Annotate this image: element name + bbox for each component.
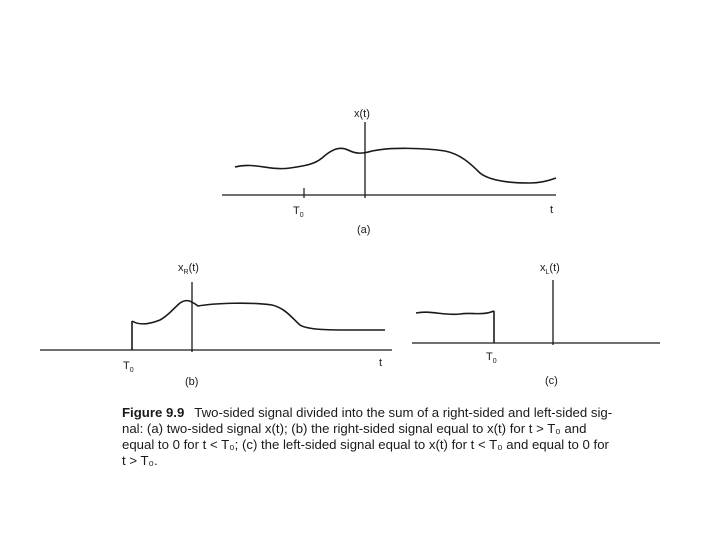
- panel-c-t0-label: $T_0$: [486, 351, 497, 365]
- figure-caption: [122, 405, 682, 469]
- caption-line-3: equal to 0 for t < T₀; (c) the left-sided signal equal to x(t) for t < T₀ and equal to 0 for: [122, 437, 609, 452]
- figure-number: Figure 9.9: [122, 405, 185, 420]
- panel-a-y-label: x(t): [354, 108, 370, 120]
- panel-c-y-label: $x_L(t)$: [540, 262, 560, 276]
- panel-a-panel-label: (a): [357, 224, 371, 236]
- caption-line-1: [122, 405, 682, 421]
- panel-b-t0-label: $T_0$: [123, 360, 134, 374]
- panel-b: [40, 262, 392, 388]
- panel-b-signal-curve: [132, 301, 385, 330]
- panel-a-x-label: t: [550, 204, 554, 216]
- panel-b-y-label: $x_R(t)$: [178, 262, 199, 276]
- panel-c-panel-label: (c): [545, 375, 558, 387]
- panel-a-signal-curve: [235, 148, 556, 183]
- caption-line-2: nal: (a) two-sided signal x(t); (b) the right-sided signal equal to x(t) for t > T₀ and: [122, 421, 587, 436]
- panel-c-signal-curve: [416, 311, 494, 314]
- caption-text-1: Two-sided signal divided into the sum of a right-sided and left-sided sig-: [194, 405, 613, 420]
- panel-b-x-label: t: [379, 357, 383, 369]
- panel-a-t0-label: $T_0$: [293, 205, 304, 219]
- panel-c: [412, 262, 660, 387]
- panel-a: [222, 108, 556, 236]
- panel-b-panel-label: (b): [185, 376, 199, 388]
- caption-line-4: t > T₀.: [122, 453, 158, 468]
